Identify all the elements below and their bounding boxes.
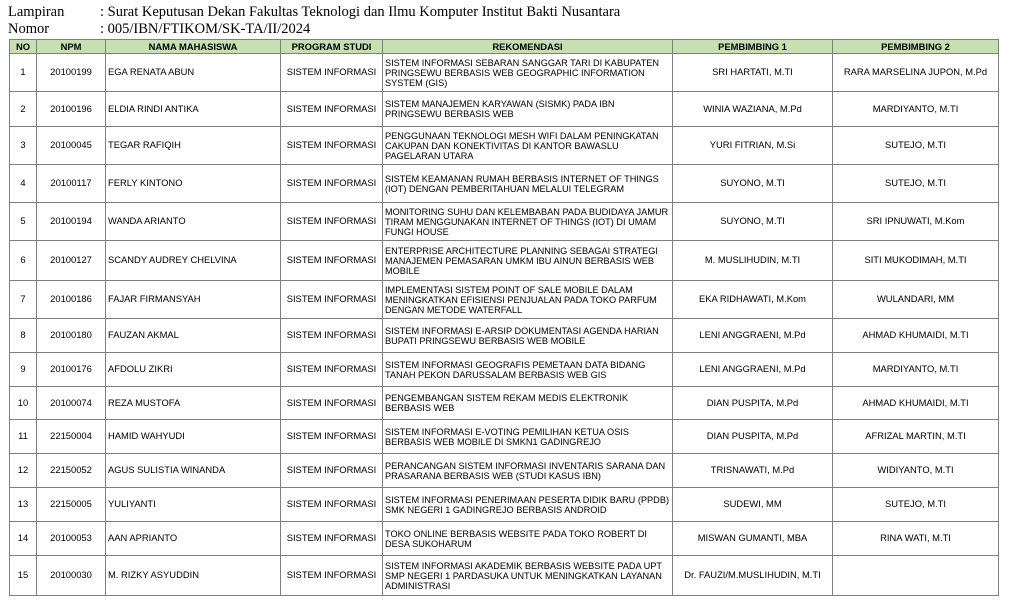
npm-cell: 22150004 bbox=[37, 420, 106, 454]
pembimbing2-cell: WULANDARI, MM bbox=[833, 281, 999, 319]
pembimbing1-cell: EKA RIDHAWATI, M.Kom bbox=[673, 281, 833, 319]
npm-cell: 20100180 bbox=[37, 319, 106, 353]
nama-header: NAMA MAHASISWA bbox=[106, 40, 281, 54]
rekomendasi-cell: SISTEM INFORMASI SEBARAN SANGGAR TARI DI KABUPATEN PRINGSEWU BERBASIS WEB GEOGRAPHIC INFORMATION SYSTEM (GIS) bbox=[383, 54, 673, 92]
rekomendasi-cell: IMPLEMENTASI SISTEM POINT OF SALE MOBILE DALAM MENINGKATKAN EFISIENSI PENJUALAN PADA TOKO PARFUM DENGAN METODE WATERFALL bbox=[383, 281, 673, 319]
table-row bbox=[10, 281, 999, 319]
table-row bbox=[10, 165, 999, 203]
pembimbing1-cell: Dr. FAUZI/M.MUSLIHUDIN, M.TI bbox=[673, 556, 833, 596]
row-number: 2 bbox=[10, 92, 37, 127]
row-number: 7 bbox=[10, 281, 37, 319]
pembimbing2-cell: MARDIYANTO, M.TI bbox=[833, 92, 999, 127]
nama-cell: FAUZAN AKMAL bbox=[106, 319, 281, 353]
pembimbing2-cell: AHMAD KHUMAIDI, M.TI bbox=[833, 387, 999, 420]
npm-cell: 20100074 bbox=[37, 387, 106, 420]
pembimbing1-cell: M. MUSLIHUDIN, M.TI bbox=[673, 241, 833, 281]
pembimbing2-cell: SITI MUKODIMAH, M.TI bbox=[833, 241, 999, 281]
npm-cell: 20100194 bbox=[37, 203, 106, 241]
recommendation-table bbox=[9, 39, 999, 596]
row-number: 11 bbox=[10, 420, 37, 454]
pembimbing1-cell: LENI ANGGRAENI, M.Pd bbox=[673, 353, 833, 387]
npm-cell: 20100117 bbox=[37, 165, 106, 203]
row-number: 14 bbox=[10, 522, 37, 556]
rekomendasi-header: REKOMENDASI bbox=[383, 40, 673, 54]
pembimbing1-cell: MISWAN GUMANTI, MBA bbox=[673, 522, 833, 556]
pembimbing1-cell: SRI HARTATI, M.TI bbox=[673, 54, 833, 92]
rekomendasi-cell: ENTERPRISE ARCHITECTURE PLANNING SEBAGAI STRATEGI MANAJEMEN PEMASARAN UMKM IBU AINUN BERBASIS WEB MOBILE bbox=[383, 241, 673, 281]
no-header: NO bbox=[10, 40, 37, 54]
npm-cell: 20100196 bbox=[37, 92, 106, 127]
table-row bbox=[10, 54, 999, 92]
rekomendasi-cell: PERANCANGAN SISTEM INFORMASI INVENTARIS SARANA DAN PRASARANA BERBASIS WEB (STUDI KASUS IBN) bbox=[383, 454, 673, 488]
row-number: 9 bbox=[10, 353, 37, 387]
lampiran-line bbox=[8, 4, 620, 21]
table-row bbox=[10, 353, 999, 387]
pembimbing1-cell: TRISNAWATI, M.Pd bbox=[673, 454, 833, 488]
nama-cell: SCANDY AUDREY CHELVINA bbox=[106, 241, 281, 281]
prodi-cell: SISTEM INFORMASI bbox=[281, 387, 383, 420]
prodi-cell: SISTEM INFORMASI bbox=[281, 92, 383, 127]
npm-cell: 20100053 bbox=[37, 522, 106, 556]
pembimbing2-cell bbox=[833, 556, 999, 596]
nama-cell: YULIYANTI bbox=[106, 488, 281, 522]
pembimbing2-cell: SUTEJO, M.TI bbox=[833, 127, 999, 165]
pembimbing2-header: PEMBIMBING 2 bbox=[833, 40, 999, 54]
npm-cell: 20100127 bbox=[37, 241, 106, 281]
nama-cell: TEGAR RAFIQIH bbox=[106, 127, 281, 165]
table-row bbox=[10, 241, 999, 281]
nama-cell: FERLY KINTONO bbox=[106, 165, 281, 203]
rekomendasi-cell: PENGGUNAAN TEKNOLOGI MESH WIFI DALAM PENINGKATAN CAKUPAN DAN KONEKTIVITAS DI KANTOR BAWASLU PAGELARAN UTARA bbox=[383, 127, 673, 165]
pembimbing2-cell: RINA WATI, M.TI bbox=[833, 522, 999, 556]
pembimbing1-cell: LENI ANGGRAENI, M.Pd bbox=[673, 319, 833, 353]
nama-cell: M. RIZKY ASYUDDIN bbox=[106, 556, 281, 596]
row-number: 15 bbox=[10, 556, 37, 596]
row-number: 8 bbox=[10, 319, 37, 353]
pembimbing1-cell: SUYONO, M.TI bbox=[673, 203, 833, 241]
pembimbing1-cell: YURI FITRIAN, M.Si bbox=[673, 127, 833, 165]
table-row bbox=[10, 203, 999, 241]
nomor-line bbox=[8, 21, 620, 38]
pembimbing1-header: PEMBIMBING 1 bbox=[673, 40, 833, 54]
nomor-value: : 005/IBN/FTIKOM/SK-TA/II/2024 bbox=[100, 21, 311, 37]
pembimbing2-cell: SUTEJO, M.TI bbox=[833, 165, 999, 203]
rekomendasi-cell: SISTEM INFORMASI E-VOTING PEMILIHAN KETUA OSIS BERBASIS WEB MOBILE DI SMKN1 GADINGREJO bbox=[383, 420, 673, 454]
nama-cell: ELDIA RINDI ANTIKA bbox=[106, 92, 281, 127]
row-number: 1 bbox=[10, 54, 37, 92]
prodi-cell: SISTEM INFORMASI bbox=[281, 127, 383, 165]
table-body bbox=[10, 54, 999, 596]
rekomendasi-cell: MONITORING SUHU DAN KELEMBABAN PADA BUDIDAYA JAMUR TIRAM MENGGUNAKAN INTERNET OF THINGS (IOT) DI UMAM FUNGI HOUSE bbox=[383, 203, 673, 241]
row-number: 12 bbox=[10, 454, 37, 488]
prodi-cell: SISTEM INFORMASI bbox=[281, 319, 383, 353]
lampiran-value: : Surat Keputusan Dekan Fakultas Teknologi dan Ilmu Komputer Institut Bakti Nusantara bbox=[100, 4, 621, 20]
prodi-cell: SISTEM INFORMASI bbox=[281, 454, 383, 488]
prodi-cell: SISTEM INFORMASI bbox=[281, 241, 383, 281]
pembimbing2-cell: SRI IPNUWATI, M.Kom bbox=[833, 203, 999, 241]
nama-cell: WANDA ARIANTO bbox=[106, 203, 281, 241]
pembimbing1-cell: DIAN PUSPITA, M.Pd bbox=[673, 387, 833, 420]
table-row bbox=[10, 387, 999, 420]
prodi-cell: SISTEM INFORMASI bbox=[281, 165, 383, 203]
nomor-label: Nomor bbox=[8, 21, 50, 37]
nama-cell: REZA MUSTOFA bbox=[106, 387, 281, 420]
table-row bbox=[10, 488, 999, 522]
row-number: 5 bbox=[10, 203, 37, 241]
table-row bbox=[10, 319, 999, 353]
table-row bbox=[10, 454, 999, 488]
pembimbing1-cell: WINIA WAZIANA, M.Pd bbox=[673, 92, 833, 127]
prodi-cell: SISTEM INFORMASI bbox=[281, 488, 383, 522]
npm-cell: 20100176 bbox=[37, 353, 106, 387]
npm-cell: 22150052 bbox=[37, 454, 106, 488]
npm-cell: 20100030 bbox=[37, 556, 106, 596]
nama-cell: AAN APRIANTO bbox=[106, 522, 281, 556]
npm-cell: 22150005 bbox=[37, 488, 106, 522]
rekomendasi-cell: SISTEM INFORMASI E-ARSIP DOKUMENTASI AGENDA HARIAN BUPATI PRINGSEWU BERBASIS WEB MOBILE bbox=[383, 319, 673, 353]
document-header bbox=[8, 4, 620, 38]
prodi-cell: SISTEM INFORMASI bbox=[281, 556, 383, 596]
npm-cell: 20100199 bbox=[37, 54, 106, 92]
prodi-header: PROGRAM STUDI bbox=[281, 40, 383, 54]
pembimbing2-cell: WIDIYANTO, M.TI bbox=[833, 454, 999, 488]
lampiran-label: Lampiran bbox=[8, 4, 65, 20]
rekomendasi-cell: SISTEM INFORMASI PENERIMAAN PESERTA DIDIK BARU (PPDB) SMK NEGERI 1 GADINGREJO BERBASIS ANDROID bbox=[383, 488, 673, 522]
pembimbing2-cell: AFRIZAL MARTIN, M.TI bbox=[833, 420, 999, 454]
table-row bbox=[10, 420, 999, 454]
npm-cell: 20100045 bbox=[37, 127, 106, 165]
pembimbing2-cell: MARDIYANTO, M.TI bbox=[833, 353, 999, 387]
table-row bbox=[10, 522, 999, 556]
npm-header: NPM bbox=[37, 40, 106, 54]
rekomendasi-cell: PENGEMBANGAN SISTEM REKAM MEDIS ELEKTRONIK BERBASIS WEB bbox=[383, 387, 673, 420]
pembimbing2-cell: RARA MARSELINA JUPON, M.Pd bbox=[833, 54, 999, 92]
prodi-cell: SISTEM INFORMASI bbox=[281, 281, 383, 319]
row-number: 13 bbox=[10, 488, 37, 522]
rekomendasi-cell: SISTEM KEAMANAN RUMAH BERBASIS INTERNET OF THINGS (IOT) DENGAN PEMBERITAHUAN MELALUI TELEGRAM bbox=[383, 165, 673, 203]
prodi-cell: SISTEM INFORMASI bbox=[281, 54, 383, 92]
nama-cell: AGUS SULISTIA WINANDA bbox=[106, 454, 281, 488]
row-number: 3 bbox=[10, 127, 37, 165]
pembimbing2-cell: SUTEJO, M.TI bbox=[833, 488, 999, 522]
row-number: 6 bbox=[10, 241, 37, 281]
nama-cell: FAJAR FIRMANSYAH bbox=[106, 281, 281, 319]
prodi-cell: SISTEM INFORMASI bbox=[281, 203, 383, 241]
pembimbing1-cell: DIAN PUSPITA, M.Pd bbox=[673, 420, 833, 454]
table-row bbox=[10, 127, 999, 165]
pembimbing1-cell: SUDEWI, MM bbox=[673, 488, 833, 522]
pembimbing2-cell: AHMAD KHUMAIDI, M.TI bbox=[833, 319, 999, 353]
nama-cell: HAMID WAHYUDI bbox=[106, 420, 281, 454]
rekomendasi-cell: TOKO ONLINE BERBASIS WEBSITE PADA TOKO ROBERT DI DESA SUKOHARUM bbox=[383, 522, 673, 556]
nama-cell: AFDOLU ZIKRI bbox=[106, 353, 281, 387]
nama-cell: EGA RENATA ABUN bbox=[106, 54, 281, 92]
rekomendasi-cell: SISTEM MANAJEMEN KARYAWAN (SISMK) PADA IBN PRINGSEWU BERBASIS WEB bbox=[383, 92, 673, 127]
table-header-row bbox=[10, 40, 999, 54]
rekomendasi-cell: SISTEM INFORMASI AKADEMIK BERBASIS WEBSITE PADA UPT SMP NEGERI 1 PARDASUKA UNTUK MENINGKATKAN LAYANAN ADMINISTRASI bbox=[383, 556, 673, 596]
prodi-cell: SISTEM INFORMASI bbox=[281, 522, 383, 556]
prodi-cell: SISTEM INFORMASI bbox=[281, 353, 383, 387]
row-number: 10 bbox=[10, 387, 37, 420]
pembimbing1-cell: SUYONO, M.TI bbox=[673, 165, 833, 203]
table-row bbox=[10, 92, 999, 127]
rekomendasi-cell: SISTEM INFORMASI GEOGRAFIS PEMETAAN DATA BIDANG TANAH PEKON DARUSSALAM BERBASIS WEB GIS bbox=[383, 353, 673, 387]
row-number: 4 bbox=[10, 165, 37, 203]
table-row bbox=[10, 556, 999, 596]
npm-cell: 20100186 bbox=[37, 281, 106, 319]
prodi-cell: SISTEM INFORMASI bbox=[281, 420, 383, 454]
